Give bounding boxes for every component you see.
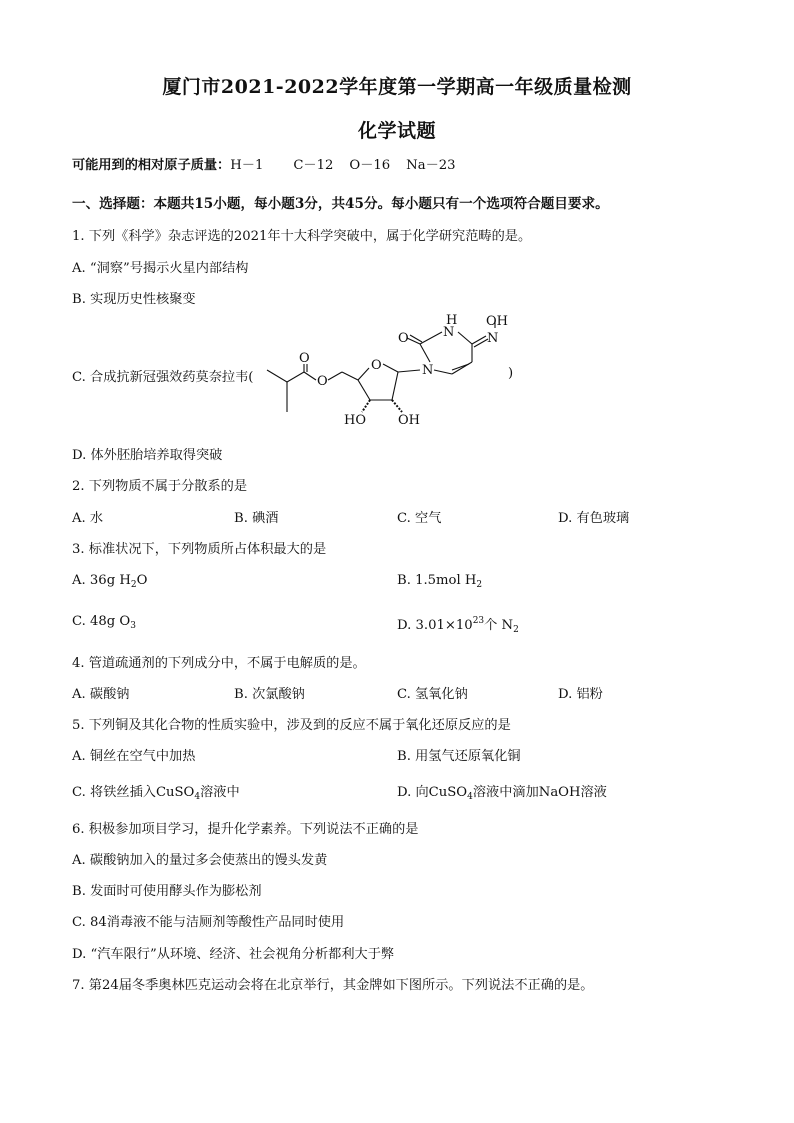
mass-na: Na－23 (406, 158, 456, 173)
q6-option-a: A. 碳酸钠加入的量过多会使蒸出的馒头发黄 (72, 853, 328, 868)
q3-option-c: C. 48g $O_3$ (72, 614, 136, 631)
q1-option-b: B. 实现历史性核聚变 (72, 292, 196, 307)
mol-o-ring: O (371, 358, 382, 373)
mol-oh-oxime: OH (486, 314, 508, 329)
q4-option-d: D. 铝粉 (558, 687, 603, 702)
q4-option-b: B. 次氯酸钠 (234, 687, 305, 702)
section-heading: 一、选择题：本题共15小题，每小题3分，共45分。每小题只有一个选项符合题目要求。 (72, 196, 609, 212)
mass-h: H－1 (230, 158, 264, 173)
q6-option-b: B. 发面时可使用酵头作为膨松剂 (72, 884, 262, 899)
q2-option-a: A. 水 (72, 511, 104, 526)
q2-option-d: D. 有色玻璃 (558, 511, 630, 526)
q5-option-a: A. 铜丝在空气中加热 (72, 749, 196, 764)
q1-option-c-close: ) (508, 366, 514, 381)
molnupiravir-structure (262, 312, 512, 437)
q5-option-b: B. 用氢气还原氧化铜 (397, 749, 521, 764)
q6-stem: 6. 积极参加项目学习，提升化学素养。下列说法不正确的是 (72, 822, 419, 837)
q4-stem: 4. 管道疏通剂的下列成分中，不属于电解质的是。 (72, 656, 366, 671)
q3-option-d: D. $3.01\times 10^{23}$个 $N_2$ (397, 616, 519, 635)
q2-option-c: C. 空气 (397, 511, 442, 526)
q2-option-b: B. 碘酒 (234, 511, 279, 526)
atomic-masses (72, 154, 456, 173)
mol-o-carbonyl: O (299, 351, 310, 366)
mass-o: O－16 (349, 158, 391, 173)
q5-option-c: C. 将铁丝插入CuSO$_4$溶液中 (72, 785, 240, 802)
q7-stem: 7. 第24届冬季奥林匹克运动会将在北京举行，其金牌如下图所示。下列说法不正确的是。 (72, 978, 594, 993)
mol-oh: OH (398, 413, 420, 428)
mol-o-urea: O (398, 331, 409, 346)
mol-h: H (446, 313, 458, 328)
q1-stem: 1. 下列《科学》杂志评选的2021年十大科学突破中，属于化学研究范畴的是。 (72, 229, 532, 244)
exam-title: 厦门市2021-2022学年度第一学期高一年级质量检测 (162, 76, 632, 98)
atomic-masses-label: 可能用到的相对原子质量： (72, 158, 231, 173)
mass-c: C－12 (293, 158, 334, 173)
q3-stem: 3. 标准状况下，下列物质所占体积最大的是 (72, 542, 327, 557)
q5-stem: 5. 下列铜及其化合物的性质实验中，涉及到的反应不属于氧化还原反应的是 (72, 718, 511, 733)
q4-option-a: A. 碳酸钠 (72, 687, 130, 702)
q3-option-a: A. 36g $H_2O$ (72, 573, 148, 590)
mol-n3: N (443, 325, 455, 340)
q2-stem: 2. 下列物质不属于分散系的是 (72, 479, 248, 494)
q5-option-d: D. 向CuSO$_4$溶液中滴加NaOH溶液 (397, 785, 607, 802)
mol-n1: N (422, 363, 434, 378)
exam-subtitle: 化学试题 (357, 120, 436, 142)
q6-option-d: D. “汽车限行”从环境、经济、社会视角分析都利大于弊 (72, 947, 395, 962)
q1-option-d: D. 体外胚胎培养取得突破 (72, 448, 223, 463)
mol-n-oxime: N (487, 331, 499, 346)
q1-option-a: A. “洞察”号揭示火星内部结构 (72, 261, 249, 276)
mol-ho: HO (344, 413, 366, 428)
mol-o-ester: O (317, 374, 328, 389)
q6-option-c: C. 84消毒液不能与洁厕剂等酸性产品同时使用 (72, 915, 345, 930)
q1-option-c: C. 合成抗新冠强效药莫奈拉韦( (72, 370, 254, 385)
q4-option-c: C. 氢氧化钠 (397, 687, 468, 702)
q3-option-b: B. 1.5mol $H_2$ (397, 573, 483, 590)
